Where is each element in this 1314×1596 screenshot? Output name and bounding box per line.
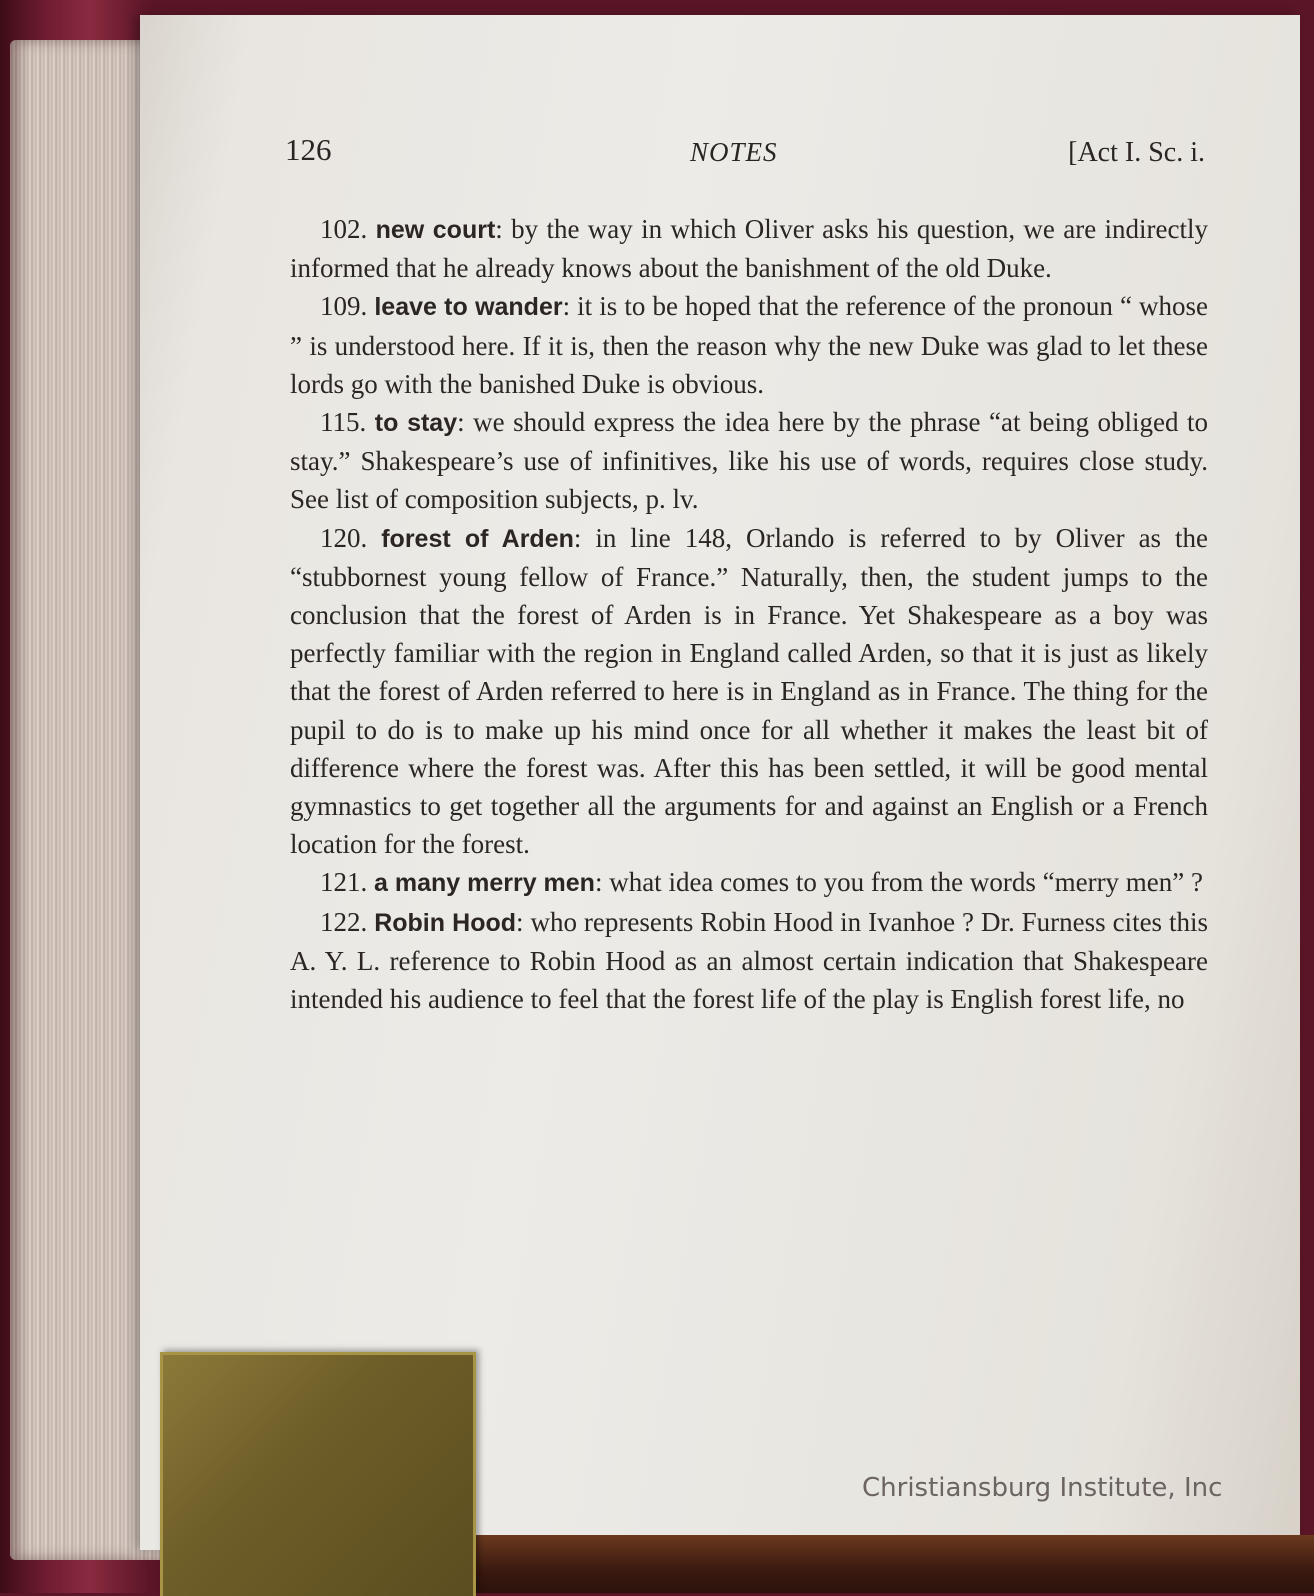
page-edges [10, 40, 160, 1560]
note-item [290, 903, 1208, 1019]
running-title: NOTES [690, 137, 778, 167]
watermark: Christiansburg Institute, Inc [862, 1473, 1223, 1503]
note-text: : it is to be hoped that the reference of the pronoun “ whose ” is understood here. If it is, then the reason why the new Duke was glad to let these lords go with the banished Duke is obvious. [290, 291, 1208, 399]
notes-text [290, 210, 1208, 1018]
note-term: forest of Arden [381, 524, 574, 553]
note-number: 115. [320, 407, 367, 438]
act-scene-label: [Act I. Sc. i. [1068, 137, 1205, 168]
note-term: Robin Hood [374, 908, 517, 937]
note-number: 121. [320, 867, 368, 898]
note-text: : we should express the idea here by the phrase “at being obliged to stay.” Shakespeare’s use of infinitives, like his use of words, requires close study. See list of composition subjects, p. lv. [290, 407, 1208, 515]
book-stand [160, 1352, 476, 1596]
note-item [290, 519, 1208, 864]
page-number: 126 [285, 132, 332, 167]
note-item [290, 403, 1208, 519]
note-text: : who represents Robin Hood in Ivanhoe ? Dr. Furness cites this A. Y. L. reference to Robin Hood as an almost certain indication that Shakespeare intended his audience to feel that the forest life of the play is English forest life, no [290, 906, 1209, 1015]
note-number: 120. [320, 522, 368, 553]
note-text: : by the way in which Oliver asks his question, we are indirectly informed that he already knows about the banishment of the old Duke. [290, 214, 1209, 284]
note-text: : in line 148, Orlando is referred to by Oliver as the “stubbornest young fellow of France.” Naturally, then, the student jumps to the conclusion that the forest of Arden is in France. Yet Shakespeare as a boy was perfectly familiar with the region in England called Arden, so that it is just as likely that the forest of Arden referred to here is in England as in France. The thing for the pupil to do is to make up his mind once for all whether it makes the least bit of difference where the forest was. After this has been settled, it will be good mental gymnastics to get together all the arguments for and against an English or a French location for the forest. [290, 522, 1209, 860]
note-term: to stay [374, 409, 458, 438]
note-term: new court [375, 216, 496, 244]
note-text: : what idea comes to you from the words “merry men” ? [594, 867, 1204, 898]
note-number: 102. [320, 214, 368, 244]
note-item [290, 210, 1208, 287]
note-term: a many merry men [374, 869, 595, 898]
note-number: 122. [320, 906, 368, 937]
note-item [290, 287, 1208, 403]
note-item [290, 863, 1208, 902]
note-term: leave to wander [374, 293, 563, 322]
note-number: 109. [320, 291, 368, 322]
page-header [285, 132, 1205, 172]
